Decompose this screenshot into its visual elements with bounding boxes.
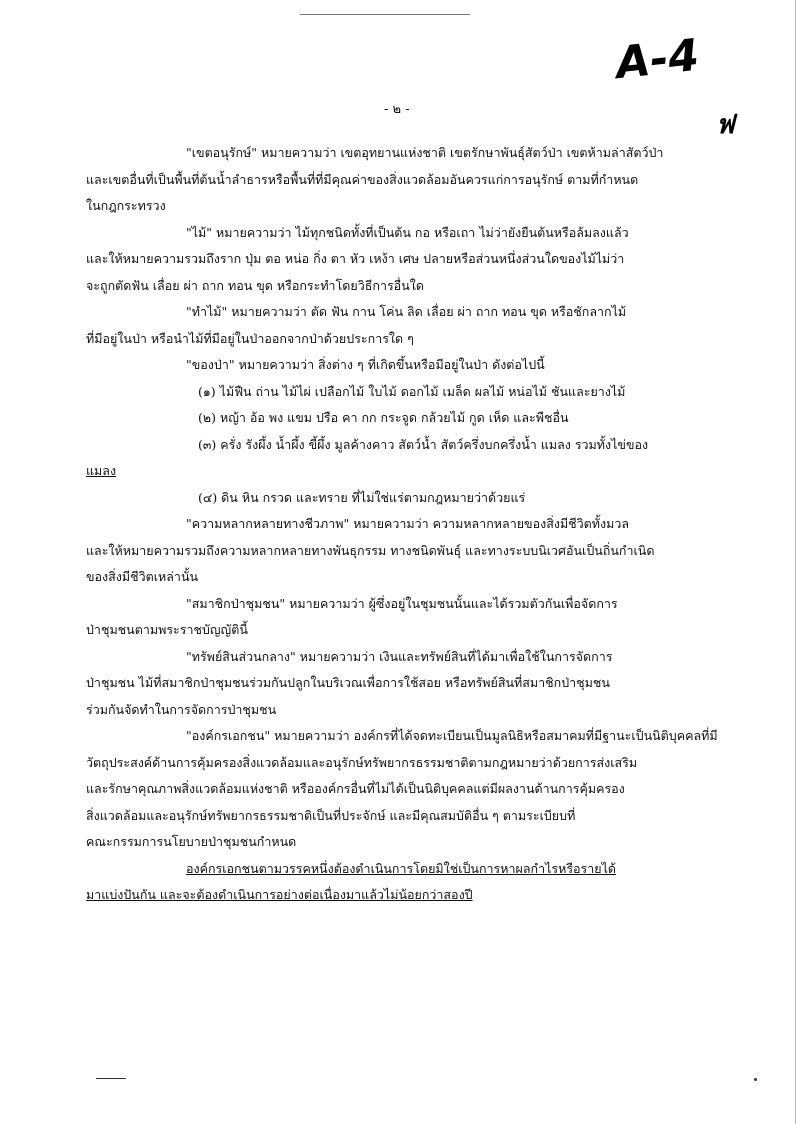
list-item: (๓) ครั่ง รังผึ้ง น้ำผึ้ง ขี้ผึ้ง มูลค้างคาว สัตว์น้ำ สัตว์ครึ่งบกครึ่งน้ำ แมลง รวมทั้งไข่ของ [198, 436, 649, 452]
page-number: - ๒ - [384, 102, 410, 117]
text-line: "องค์กรเอกชน" หมายความว่า องค์กรที่ได้จดทะเบียนเป็นมูลนิธิหรือสมาคมที่มีฐานะเป็นนิติบุคคลที่มี [186, 728, 718, 743]
text-line: องค์กรเอกชนตามวรรคหนึ่งต้องดำเนินการโดยมิใช่เป็นการหาผลกำไรหรือรายได้ [186, 860, 617, 876]
text-line: "เขตอนุรักษ์" หมายความว่า เขตอุทยานแห่งชาติ เขตรักษาพันธุ์สัตว์ป่า เขตห้ามล่าสัตว์ป่า [186, 145, 664, 160]
text-line: "ความหลากหลายทางชีวภาพ" หมายความว่า ความหลากหลายของสิ่งมีชีวิตทั้งมวล [186, 516, 630, 531]
list-item: (๔) ดิน หิน กรวด และทราย ที่ไม่ใช่แร่ตามกฎหมายว่าด้วยแร่ [198, 489, 526, 505]
document-body [86, 140, 718, 909]
text-line: คณะกรรมการนโยบายป่าชุมชนกำหนด [86, 834, 297, 849]
text-line: "ของป่า" หมายความว่า สิ่งต่าง ๆ ที่เกิดขึ้นหรือมีอยู่ในป่า ดังต่อไปนี้ [186, 357, 545, 372]
scan-artifact-line [300, 14, 470, 15]
text-line: ที่มีอยู่ในป่า หรือนำไม้ที่มีอยู่ในป่าออกจากป่าด้วยประการใด ๆ [86, 330, 414, 346]
list-item: (๒) หญ้า อ้อ พง แขม ปรือ คา กก กระจูด กล้วยไม้ กูด เห็ด และพืชอื่น [198, 410, 569, 425]
text-line: ป่าชุมชน ไม้ที่สมาชิกป่าชุมชนร่วมกันปลูกในบริเวณเพื่อการใช้สอย หรือทรัพย์สินที่สมาชิกป่าชุมชน [86, 675, 610, 690]
scan-dot [754, 1078, 757, 1081]
text-line: สิ่งแวดล้อมและอนุรักษ์ทรัพยากรธรรมชาติเป็นที่ประจักษ์ และมีคุณสมบัติอื่น ๆ ตามระเบียบที่ [86, 807, 576, 823]
text-line: และให้หมายความรวมถึงราก ปุ่ม ตอ หน่อ กิ่ง ตา หัว เหง้า เศษ ปลายหรือส่วนหนึ่งส่วนใดของไม้ไม่ว่า [86, 251, 625, 266]
text-line: ป่าชุมชนตามพระราชบัญญัตินี้ [86, 622, 248, 637]
text-line: วัตถุประสงค์ด้านการคุ้มครองสิ่งแวดล้อมและอนุรักษ์ทรัพยากรธรรมชาติตามกฎหมายว่าด้วยการส่งเสริม [86, 754, 638, 770]
scan-edge-line [795, 0, 796, 1124]
text-line: และให้หมายความรวมถึงความหลากหลายทางพันธุกรรม ทางชนิดพันธุ์ และทางระบบนิเวศอันเป็นถิ่นกำเนิด [86, 542, 655, 558]
text-line: "สมาชิกป่าชุมชน" หมายความว่า ผู้ซึ่งอยู่ในชุมชนนั้นและได้รวมตัวกันเพื่อจัดการ [186, 595, 618, 611]
footer-rule [96, 1078, 126, 1079]
text-line: "ทำไม้" หมายความว่า ตัด ฟัน กาน โค่น ลิด เลื่อย ผ่า ถาก ทอน ขุด หรือชักลากไม้ [186, 304, 627, 319]
text-line: มาแบ่งปันกัน และจะต้องดำเนินการอย่างต่อเนื่องมาแล้วไม่น้อยกว่าสองปี [86, 887, 473, 902]
handwritten-mark: ฟ [716, 110, 735, 140]
handwritten-annotation: A-4 [613, 29, 702, 90]
list-item: (๑) ไม้ฟืน ถ่าน ไม้ไผ่ เปลือกไม้ ใบไม้ ดอกไม้ เมล็ด ผลไม้ หน่อไม้ ชันและยางไม้ [198, 383, 626, 399]
text-line: และเขตอื่นที่เป็นพื้นที่ต้นน้ำลำธารหรือพื้นที่ที่มีคุณค่าของสิ่งแวดล้อมอันควรแก่การอนุรักษ์ ตามที่กำหนด [86, 171, 639, 187]
text-line: ในกฎกระทรวง [86, 198, 166, 213]
text-line: ของสิ่งมีชีวิตเหล่านั้น [86, 569, 199, 584]
text-line: และรักษาคุณภาพสิ่งแวดล้อมแห่งชาติ หรือองค์กรอื่นที่ไม่ได้เป็นนิติบุคคลแต่มีผลงานด้านการคุ้มครอง [86, 781, 625, 796]
text-line: "ทรัพย์สินส่วนกลาง" หมายความว่า เงินและทรัพย์สินที่ได้มาเพื่อใช้ในการจัดการ [186, 648, 613, 664]
text-line: "ไม้" หมายความว่า ไม้ทุกชนิดทั้งที่เป็นต้น กอ หรือเถา ไม่ว่ายังยืนต้นหรือล้มลงแล้ว [186, 224, 629, 240]
text-line: จะถูกตัดฟัน เลื่อย ผ่า ถาก ทอน ขุด หรือกระทำโดยวิธีการอื่นใด [86, 277, 424, 293]
text-line: ร่วมกันจัดทำในการจัดการป่าชุมชน [86, 701, 277, 717]
text-line: แมลง [86, 463, 117, 478]
